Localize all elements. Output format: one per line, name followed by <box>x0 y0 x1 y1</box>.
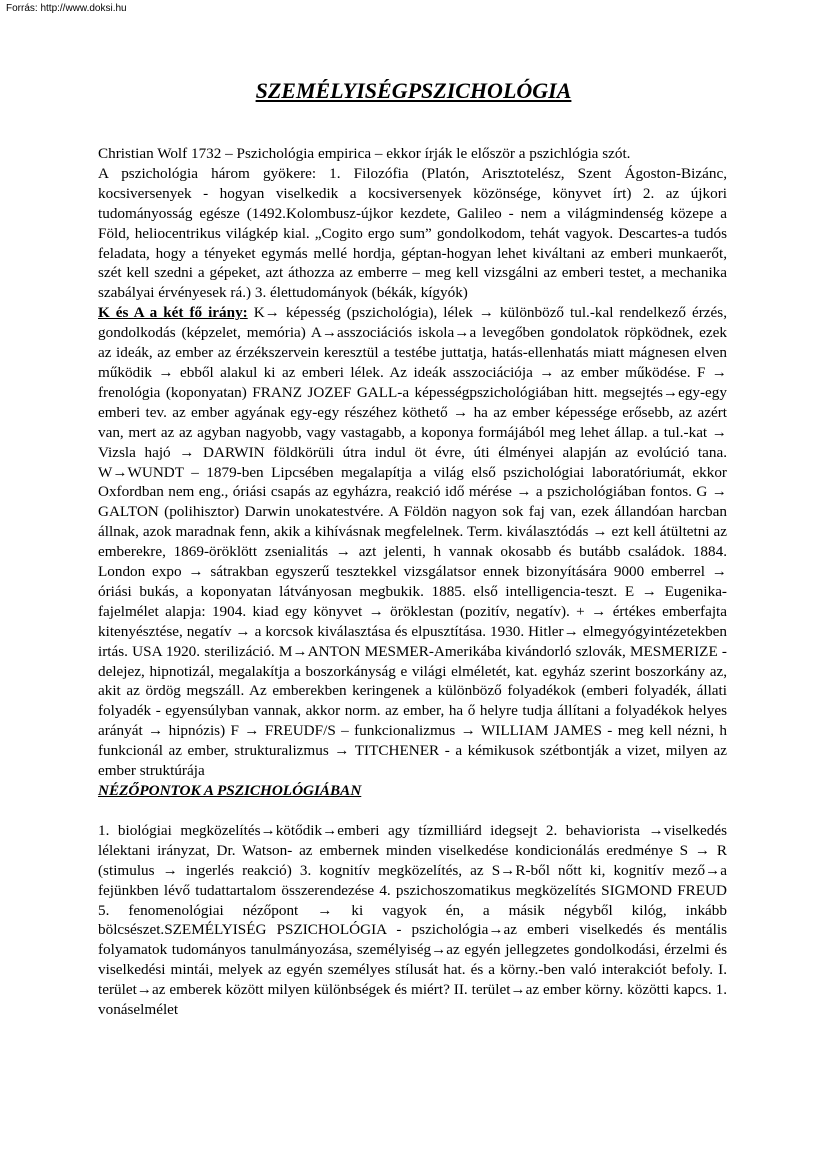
page-title: SZEMÉLYISÉGPSZICHOLÓGIA <box>255 78 572 103</box>
paragraph-viewpoints: 1. biológiai megközelítés→kötődik→emberi agy tízmilliárd idegsejt 2. behaviorista →viselkedés lélektani irányzat, Dr. Watson- az embernek minden viselkedése kondicionálás eredménye S → R (stimulus → ingerlés reakció) 3. kognitív megközelítés, az S→R-ből nőtt ki, kognitív mező→a fejünkben lévő tudattartalom összerendezése 4. pszichoszomatikus megközelítés SIGMOND FREUD 5. fenomenológiai nézőpont → ki vagyok én, a másik négyből kilóg, inkább bölcsészet.SZEMÉLYISÉG PSZICHOLÓGIA - pszichológia→az emberi viselkedés és mentális folyamatok tudományos tanulmányozása, személyiség→az egyén jellegzetes gondolkodási, érzelmi és viselkedési mintái, melyek az egyén személyes stílusát hat. és a körny.-ben való interakciót befoly. I. terület→az emberek között milyen különbségek és miért? II. terület→az ember körny. közötti kapcs. 1. vonáselmélet <box>98 821 727 1019</box>
paragraph-intro: Christian Wolf 1732 – Pszichológia empirica – ekkor írják le először a pszichlógia szót. <box>98 145 631 162</box>
paragraph-directions-text: K→ képesség (pszichológia), lélek → különböző tul.-kal rendelkező érzés, gondolkodás (képzelet, memória) A→asszociációs iskola→a levegőben gondolatok röpködnek, ezek az ideák, az ember az érzékszervein keresztül a testébe juttatja, hatás-ellenhatás miatt mágnesen elven működik → ebből alakul ki az emberi lélek. Az ideák asszociációja → az ember működése. F → frenológia (koponyatan) FRANZ JOZEF GALL-a képességpszichológiában hitt. megsejtés→egy-egy emberi tev. az ember agyának egy-egy részéhez köthető → ha az ember képessége erősebb, az azért van, mert az az agyban nagyobb, vagy vastagabb, a koponya formájából meg lehet állap. a tul.-kat → Vizsla hajó → DARWIN földkörüli útra indul öt évre, úti élményei alapján az evolúció tana. W→WUNDT – 1879-ben Lipcsében megalapítja a világ első pszichológiai laboratóriumát, ekkor Oxfordban nem eng., óriási csapás az egyházra, reakció idő mérése → a pszichológiában fontos. G → GALTON (polihisztor) Darwin unokatestvére. A Földön nagyon sok faj van, ezek állandóan harcban állnak, azok maradnak fenn, akik a kihívásnak megfelelnek. Term. kiválasztódás → ezt kell átültetni az emberekre, 1869-öröklött zsenialitás → azt jelenti, h vannak okosabb és butább családok. 1884. London expo → sátrakban egyszerű tesztekkel vizsgálatsor ennek bizonyítására 9000 emberrel → óriási bukás, a koponyatan látványosan megbukik. 1885. első intelligencia-teszt. E → Eugenika-fajelmélet alapja: 1904. kiad egy könyvet → öröklestan (pozitív, negatív). + → értékes emberfajta kitenyésztése, negatív → a korcsok kiválasztása és elpusztítása. 1930. Hitler→ elmegyógyintézetekben irtás. USA 1920. sterilizáció. M→ANTON MESMER-Amerikába kivándorló szlovák, MESMERIZE - delejez, hipnotizál, megalakítja a boszorkányság e világi elméletét, kat. egyház szerint boszorkány az, akit az ördög megszáll. Az emberekben keringenek a különböző folyadékok (emberi folyadék, állati folyadék - egyensúlyban vannak, akkor norm. az ember, ha ő helyre tudja állítani a folyadékok helyes arányát → hipnózis) F → FREUDF/S – funkcionalizmus → WILLIAM JAMES - meg kell nézni, h funkcionál az ember, strukturalizmus → TITCHENER - a kémikusok szétbontják a vizet, milyen az ember struktúrája <box>98 304 727 780</box>
document-body <box>98 144 727 1020</box>
paragraph-directions <box>98 303 727 781</box>
section-heading-viewpoints: NÉZŐPONTOK A PSZICHOLÓGIÁBAN <box>98 782 362 799</box>
section-heading-directions: K és A a két fő irány: <box>98 304 248 322</box>
source-label: Forrás: http://www.doksi.hu <box>6 3 127 14</box>
paragraph-roots: A pszichológia három gyökere: 1. Filozófia (Platón, Arisztotelész, Szent Ágoston-Bizánc, kocsiversenyek - hogyan viselkedik a kocsiversenyek közönsége, könyvet írt) 2. az újkori tudományosság egésze (1492.Kolombusz-újkor kezdete, Galileo - nem a világmindenség közepe a Föld, heliocentrikus világkép kial. „Cogito ergo sum” gondolkodom, tehát vagyok. Descartes-a tudós feladata, hogy a tényeket egymás mellé hordja, géptan-hogyan lehet kiváltani az emberi munkaerőt, szét kell szedni a gépeket, azt áthozza az emberre – meg kell vizsgálni az emberi testet, a mechanika szabályai érvényesek rá.) 3. élettudományok (békák, kígyók) <box>98 164 727 302</box>
